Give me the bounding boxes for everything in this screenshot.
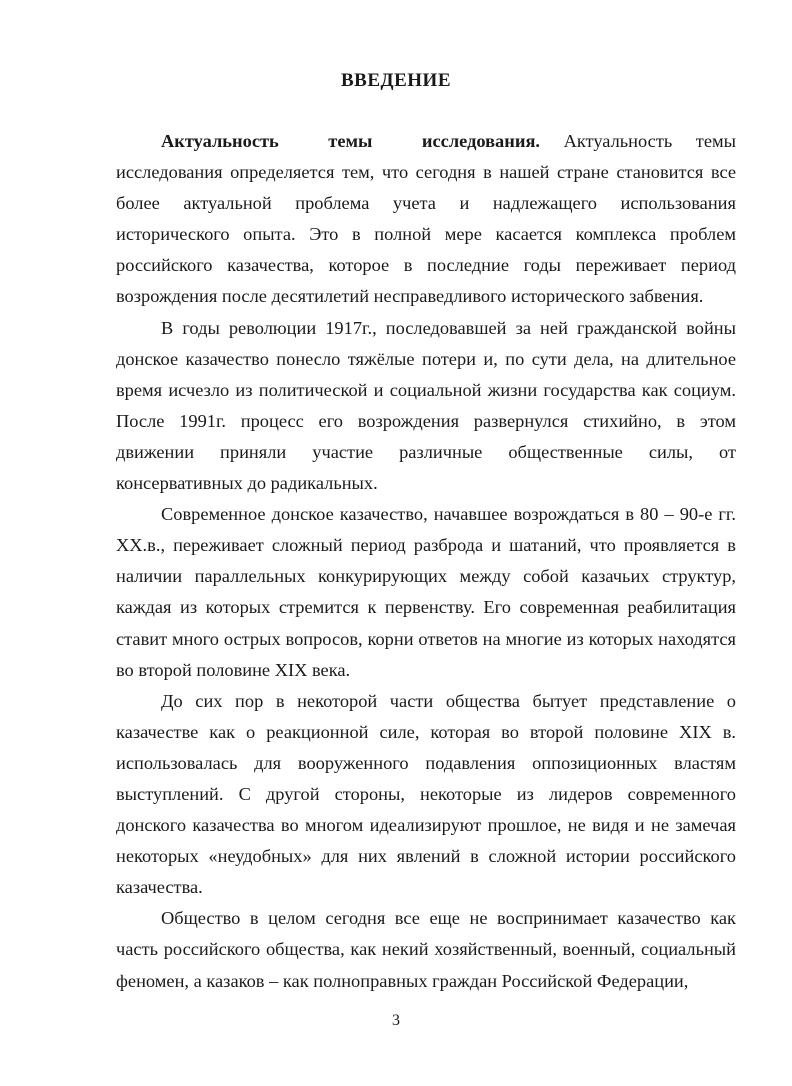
- paragraph-revolution: В годы революции 1917г., последовавшей за ней гражданской войны донское казачество понесло тяжёлые потери и, по сути дела, на длительное время исчезло из политической и социальной жизни государства как социум. После 1991г. процесс его возрождения развернулся стихийно, в этом движении приняли участие различные общественные силы, от консервативных до радикальных.: [116, 317, 736, 494]
- paragraph-text: Актуальность темы исследования определяется тем, что сегодня в нашей стране становится все более актуальной проблема учета и надлежащего использования исторического опыта. Это в полной мере касается комплекса проблем российского казачества, которое в последние годы переживает период возрождения после десятилетий несправедливого исторического забвения.: [116, 131, 737, 307]
- page-title: ВВЕДЕНИЕ: [341, 70, 451, 91]
- page-number: 3: [392, 1012, 400, 1029]
- relevance-heading: Актуальность темы исследования.: [161, 131, 540, 151]
- paragraph-relevance: [116, 126, 736, 313]
- paragraph-society: Общество в целом сегодня все еще не воспринимает казачество как часть российского общества, как некий хозяйственный, военный, социальный феномен, а казаков – как полноправных граждан Российской Федерации,: [116, 908, 736, 991]
- paragraph-public-perception: До сих пор в некоторой части общества бытует представление о казачестве как о реакционной силе, которая во второй половине XIX в. использовалась для вооруженного подавления оппозиционных властям выступлений. С другой стороны, некоторые из лидеров современного донского казачества во многом идеализируют прошлое, не видя и не замечая некоторых «неудобных» для них явлений в сложной истории российского казачества.: [116, 690, 736, 898]
- paragraph-modern-cossacks: Современное донское казачество, начавшее возрождаться в 80 – 90-е гг. XX.в., переживает сложный период разброда и шатаний, что проявляется в наличии параллельных конкурирующих между собой казачьих структур, каждая из которых стремится к первенству. Его современная реабилитация ставит много острых вопросов, корни ответов на многие из которых находятся во второй половине XIX века.: [116, 504, 736, 680]
- document-body: [116, 126, 736, 997]
